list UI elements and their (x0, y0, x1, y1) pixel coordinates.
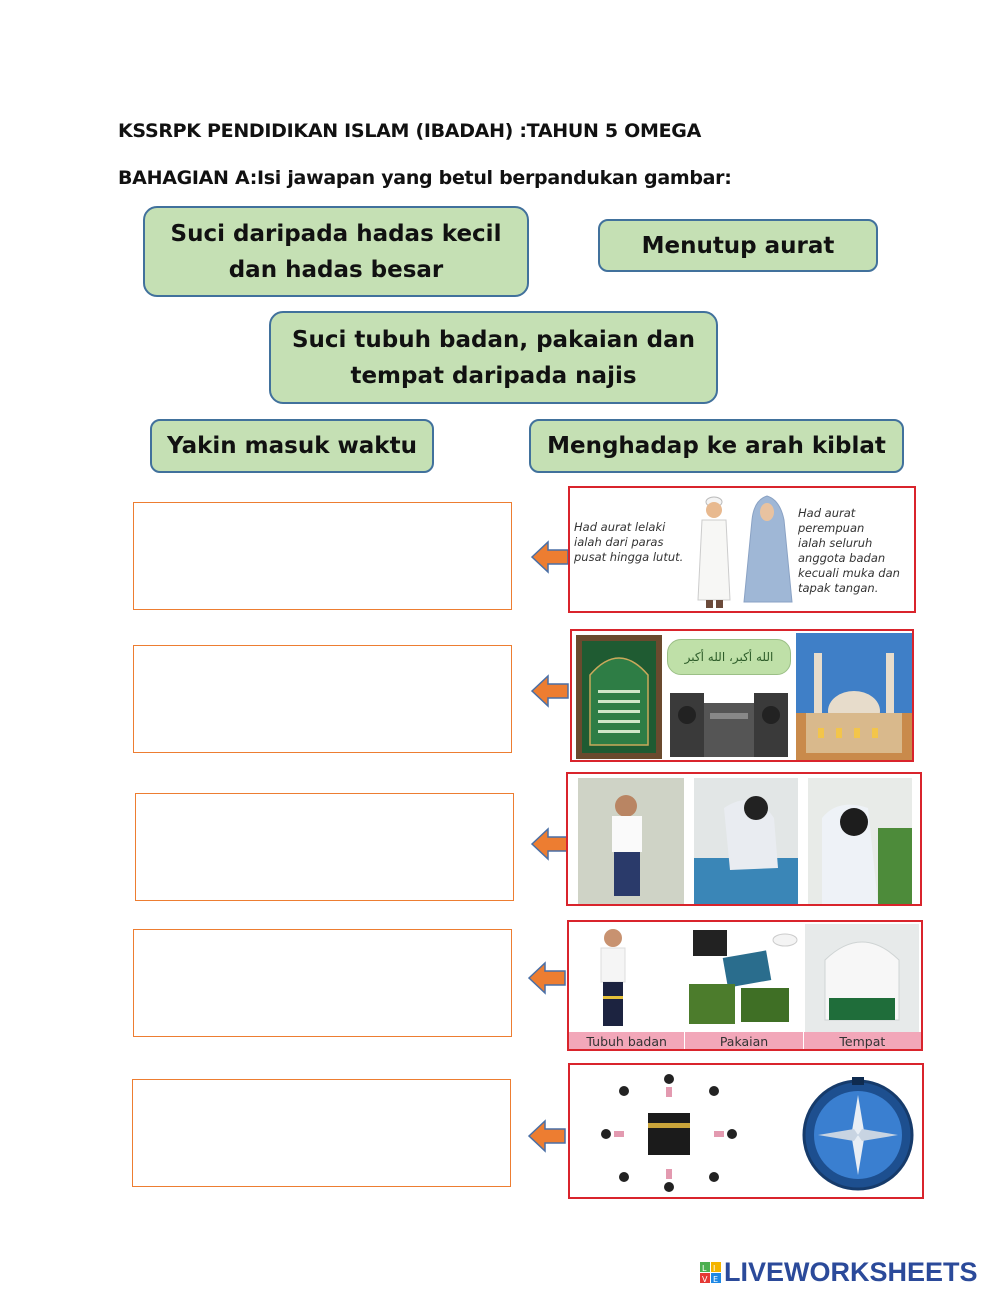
label-tubuh-badan: Tubuh badan (569, 1032, 685, 1051)
left-arrow-icon (530, 540, 570, 574)
liveworksheets-brand: LIVEWORKSHEETS (724, 1257, 978, 1287)
kaabah-worshippers-diagram (594, 1071, 744, 1195)
svg-text:I: I (713, 1263, 716, 1273)
option-chip-line: Suci daripada hadas kecil (170, 220, 502, 247)
liveworksheets-logo (700, 1257, 978, 1288)
option-chip-line: Yakin masuk waktu (167, 433, 417, 459)
picture-waktu-solat (570, 629, 914, 762)
section-instruction: BAHAGIAN A:Isi jawapan yang betul berpandukan gambar: (118, 167, 732, 189)
boy-and-woman-figures (692, 490, 804, 612)
svg-text:E: E (713, 1274, 719, 1284)
answer-box-4[interactable] (133, 929, 512, 1037)
washing-face-image (808, 778, 912, 904)
option-chip-line: dan hadas besar (228, 256, 444, 283)
left-arrow-icon (527, 961, 567, 995)
prayer-mat-place-image (805, 924, 919, 1032)
picture-kiblat (568, 1063, 924, 1199)
left-arrow-icon (527, 1119, 567, 1153)
washing-hands-image (694, 778, 798, 904)
option-chip-suci-najis[interactable] (269, 311, 718, 404)
picture-label-bar (569, 1032, 921, 1051)
option-chip-kiblat[interactable] (529, 419, 904, 473)
option-chip-line: Suci tubuh badan, pakaian dan (291, 326, 696, 353)
svg-text:V: V (702, 1274, 708, 1284)
liveworksheets-logo-icon (700, 1262, 722, 1284)
picture-wudhu (566, 772, 922, 906)
clothes-image (685, 924, 801, 1032)
prayer-time-board (576, 635, 662, 759)
option-chip-line: Menutup aurat (641, 232, 835, 259)
answer-box-2[interactable] (133, 645, 512, 753)
caption-female-aurat: Had aurat perempuan ialah seluruh anggota badan kecuali muka dan tapak tangan. (798, 506, 900, 595)
left-arrow-icon (530, 674, 570, 708)
option-chip-menutup-aurat[interactable] (598, 219, 878, 272)
speaker-system (670, 675, 790, 759)
picture-suci-najis (567, 920, 923, 1051)
caption-male-aurat: Had aurat lelaki ialah dari paras pusat hingga lutut. (574, 520, 684, 564)
option-chip-line: tempat daripada najis (350, 362, 637, 389)
answer-box-1[interactable] (133, 502, 512, 610)
answer-box-5[interactable] (132, 1079, 511, 1187)
answer-box-3[interactable] (135, 793, 514, 901)
option-chip-yakin-waktu[interactable] (150, 419, 434, 473)
label-pakaian: Pakaian (685, 1032, 803, 1051)
label-tempat: Tempat (839, 1034, 886, 1049)
worksheet-title: KSSRPK PENDIDIKAN ISLAM (IBADAH) :TAHUN 5 OMEGA (118, 120, 701, 142)
picture-aurat (568, 486, 916, 613)
azan-speech-bubble: الله أكبر، الله أكبر (667, 639, 791, 675)
left-arrow-icon (530, 827, 570, 861)
mosque-image (796, 633, 912, 760)
boy-standing-image (578, 778, 684, 904)
boy-uniform-image (573, 924, 681, 1032)
option-chip-suci-hadas[interactable] (143, 206, 529, 297)
option-chip-line: Menghadap ke arah kiblat (547, 433, 886, 459)
compass-icon (800, 1075, 916, 1191)
svg-text:L: L (702, 1263, 707, 1273)
